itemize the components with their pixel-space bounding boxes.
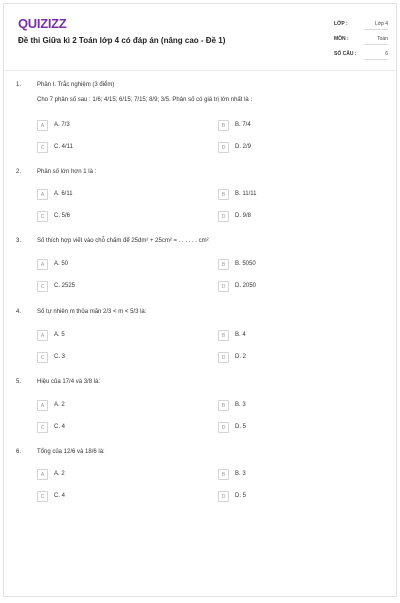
option-letter-box: C <box>37 142 48 153</box>
option-letter-box: B <box>218 189 229 200</box>
option-text: B. 4 <box>235 332 246 338</box>
option-letter-box: D <box>218 281 229 292</box>
question-text: Hiệu của 17/4 và 3/8 là: <box>37 379 101 385</box>
option-letter-box: B <box>218 469 229 480</box>
option-letter-box: D <box>218 491 229 502</box>
meta-grade-value: Lớp 4 <box>364 21 388 30</box>
option-letter-box: A <box>37 469 48 480</box>
option-letter-box: C <box>37 491 48 502</box>
option-letter-box: B <box>218 400 229 411</box>
option-letter-box: B <box>218 330 229 341</box>
question-subtext: Cho 7 phân số sau : 1/6; 4/15; 6/15; 7/15; 8/9; 3/5. Phân số có giá trị lớn nhất là : <box>37 97 253 103</box>
question-number: 6. <box>16 449 22 455</box>
option-text: C. 4 <box>54 493 66 499</box>
quizizz-logo: QUIZIZZ <box>18 16 67 31</box>
option-text: D. 2 <box>235 354 247 360</box>
question-text: Tổng của 12/6 và 18/6 là: <box>37 449 105 455</box>
option-text: B. 3 <box>235 471 246 477</box>
option-text: D. 2/9 <box>235 144 252 150</box>
option-text: C. 4/11 <box>54 144 73 150</box>
option-letter-box: C <box>37 211 48 222</box>
option-text: A. 50 <box>54 261 69 267</box>
option-text: B. 11/11 <box>235 191 257 197</box>
worksheet-page <box>3 3 397 597</box>
option-letter-box: D <box>218 352 229 363</box>
option-letter-box: D <box>218 422 229 433</box>
option-text: B. 5050 <box>235 261 256 267</box>
question-text: Phần I. Trắc nghiệm (3 điểm) <box>37 82 115 88</box>
option-letter-box: A <box>37 259 48 270</box>
option-text: A. 2 <box>54 402 65 408</box>
option-text: A. 6/11 <box>54 191 73 197</box>
worksheet-header <box>4 4 396 71</box>
option-text: D. 5 <box>235 493 247 499</box>
option-letter-box: A <box>37 400 48 411</box>
question-number: 5. <box>16 379 22 385</box>
option-text: C. 5/6 <box>54 213 71 219</box>
option-text: B. 7/4 <box>235 122 251 128</box>
option-text: C. 3 <box>54 354 66 360</box>
option-text: D. 5 <box>235 424 247 430</box>
question-number: 1. <box>16 82 22 88</box>
question-number: 4. <box>16 309 22 315</box>
question-text: Số thích hợp viết vào chỗ chấm để 25dm² + 25cm² = . . . . . . cm² <box>37 238 209 244</box>
option-letter-box: A <box>37 330 48 341</box>
option-text: D. 9/8 <box>235 213 252 219</box>
option-text: C. 2525 <box>54 283 76 289</box>
question-number: 3. <box>16 238 22 244</box>
option-text: A. 2 <box>54 471 65 477</box>
option-letter-box: D <box>218 211 229 222</box>
question-text: Phân số lớn hơn 1 là : <box>37 169 97 175</box>
option-letter-box: B <box>218 120 229 131</box>
option-letter-box: B <box>218 259 229 270</box>
worksheet-title: Đề thi Giữa kì 2 Toán lớp 4 có đáp án (nâng cao - Đề 1) <box>18 36 226 45</box>
option-letter-box: C <box>37 352 48 363</box>
meta-count-value: 6 <box>364 51 388 60</box>
question-number: 2. <box>16 169 22 175</box>
option-text: D. 2050 <box>235 283 257 289</box>
meta-count-label: SỐ CÂU : <box>334 51 357 57</box>
meta-grade-label: LỚP : <box>334 21 348 27</box>
option-letter-box: D <box>218 142 229 153</box>
option-letter-box: C <box>37 422 48 433</box>
option-text: A. 7/3 <box>54 122 70 128</box>
option-letter-box: A <box>37 120 48 131</box>
option-letter-box: C <box>37 281 48 292</box>
meta-subject-label: MÔN : <box>334 36 349 42</box>
question-text: Số tự nhiên m thỏa mãn 2/3 < m < 5/3 là: <box>37 309 147 315</box>
option-text: A. 5 <box>54 332 65 338</box>
meta-subject-value: Toán <box>364 36 388 45</box>
option-text: C. 4 <box>54 424 66 430</box>
option-text: B. 3 <box>235 402 246 408</box>
option-letter-box: A <box>37 189 48 200</box>
